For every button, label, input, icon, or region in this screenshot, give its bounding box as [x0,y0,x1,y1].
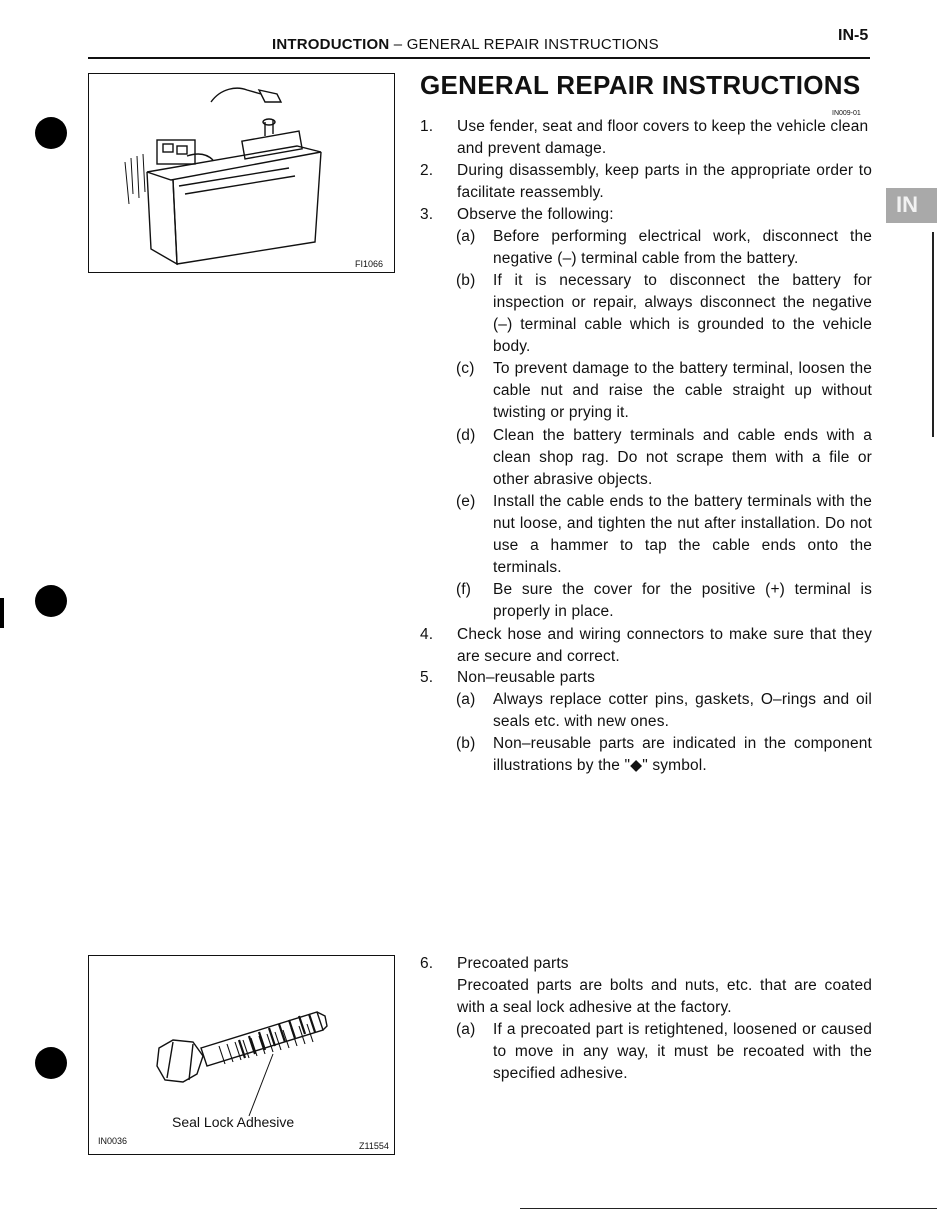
list-item [456,270,872,358]
margin-scan-mark [0,598,4,628]
binder-hole-top [35,117,67,149]
list-item [456,491,872,579]
list-item [456,425,872,491]
item-text: Use fender, seat and floor covers to keep the vehicle clean and prevent damage. [457,118,869,157]
item-number: (a) [456,228,476,245]
list-item [420,116,872,160]
list-item [456,689,872,733]
item-text: Non–reusable parts are indicated in the component illustrations by the "◆" symbol. [493,735,872,774]
list-item [456,358,872,424]
list-item [456,226,872,270]
item-text: Observe the following: [457,206,614,223]
list-item [420,667,872,689]
item-number: 3. [420,206,434,223]
item-text: Precoated parts [457,955,569,972]
item-text: Always replace cotter pins, gaskets, O–rings and oil seals etc. with new ones. [493,691,872,730]
side-tab-label: IN [896,192,918,217]
bolt-figure-caption: Seal Lock Adhesive [172,1114,295,1130]
section-side-tab [886,188,937,223]
item-text: During disassembly, keep parts in the appropriate order to facilitate reassembly. [457,162,872,201]
header-separator: – [393,36,403,53]
item-text: Precoated parts are bolts and nuts, etc. that are coated with a seal lock adhesive at the factory. [457,977,872,1016]
item-number: 2. [420,162,434,179]
item-number: 6. [420,955,434,972]
scan-line-bottom [520,1208,937,1209]
item-text: Check hose and wiring connectors to make sure that they are secure and correct. [457,626,872,665]
list-item [420,953,872,975]
header-section: INTRODUCTION [272,36,390,53]
bolt-figure-code-right: Z11554 [359,1141,389,1151]
item-number: (e) [456,493,476,510]
list-item [420,204,872,226]
binder-hole-bottom [35,1047,67,1079]
header-rule [88,57,870,59]
binder-hole-middle [35,585,67,617]
item-number: (b) [456,272,476,289]
battery-figure-code: FI1066 [355,259,384,269]
list-item [456,1019,872,1085]
item-text: Clean the battery terminals and cable ends with a clean shop rag. Do not scrape them with a file or other abrasive objects. [493,427,872,488]
running-header [272,36,659,53]
item-text: To prevent damage to the battery terminal, loosen the cable nut and raise the cable straight up without twisting or prying it. [493,360,872,421]
list-item [420,975,872,1019]
item-text: If a precoated part is retightened, loosened or caused to move in any way, it must be recoated with the specified adhesive. [493,1021,872,1082]
battery-figure [88,73,395,273]
list-item [456,579,872,623]
item-number: (f) [456,581,472,598]
list-item [456,733,872,777]
list-item [420,624,872,668]
item-number: 1. [420,118,434,135]
list-item [420,160,872,204]
item-number: (c) [456,360,475,377]
item-text: Non–reusable parts [457,669,595,686]
item-number: 4. [420,626,434,643]
header-subsection: GENERAL REPAIR INSTRUCTIONS [406,36,659,53]
item-text: Before performing electrical work, disconnect the negative (–) terminal cable from the battery. [493,228,872,267]
battery-illustration [89,74,394,272]
item-number: (b) [456,735,476,752]
item-text: If it is necessary to disconnect the battery for inspection or repair, always disconnect the negative (–) terminal cable which is grounded to the vehicle body. [493,272,872,355]
bolt-figure-code-left: IN0036 [98,1136,128,1146]
scan-line-right [932,232,934,437]
bolt-figure [88,955,395,1155]
section-code: IN009-01 [832,110,861,117]
item-text: Install the cable ends to the battery terminals with the nut loose, and tighten the nut after installation. Do not use a hammer to tap the cable ends onto the terminals. [493,493,872,576]
item-number: (a) [456,1021,476,1038]
item-number: (a) [456,691,476,708]
item-number: 5. [420,669,434,686]
page-number: IN-5 [838,27,869,44]
item-text: Be sure the cover for the positive (+) terminal is properly in place. [493,581,872,620]
item-number: (d) [456,427,476,444]
section-title: GENERAL REPAIR INSTRUCTIONS [420,70,861,100]
